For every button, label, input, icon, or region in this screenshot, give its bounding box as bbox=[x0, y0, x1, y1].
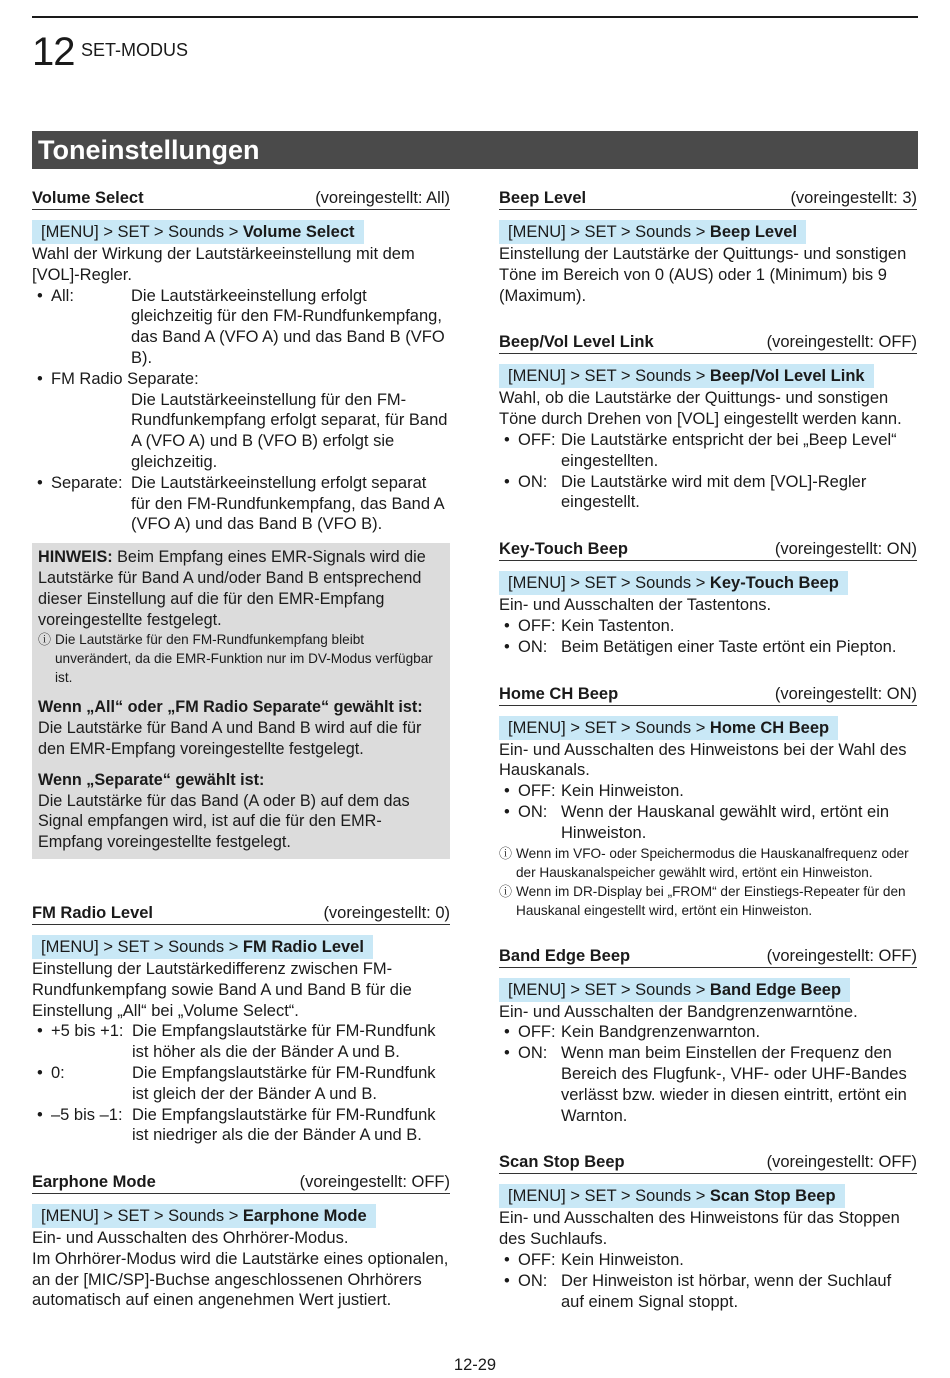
section-header bbox=[499, 684, 917, 706]
option-text: Wenn man beim Einstellen der Frequenz den Bereich des Flugfunk-, VHF- oder UHF-Bandes verlässt bzw. wieder in diesen eintritt, ertönt ein Warnton. bbox=[561, 1044, 907, 1125]
list-item: • All: Die Lautstärkeeinstellung erfolgt gleichzeitig für den FM-Rundfunkempfang, das Band A (VFO A) und das Band B (VFO B). bbox=[32, 286, 450, 369]
note-subtext: Die Lautstärke für Band A und Band B wird auf die für den EMR-Empfang voreingestellte festgelegt. bbox=[38, 719, 422, 758]
option-list bbox=[499, 1022, 917, 1126]
description: Ein- und Ausschalten des Ohrhörer-Modus. bbox=[32, 1229, 349, 1248]
top-rule bbox=[32, 16, 918, 18]
list-item: • OFF: Kein Hinweiston. bbox=[499, 781, 917, 802]
section-header bbox=[499, 1152, 917, 1174]
section-header bbox=[32, 1172, 450, 1194]
option-text: Kein Hinweiston. bbox=[561, 782, 684, 801]
description: Ein- und Ausschalten der Bandgrenzenwarntöne. bbox=[499, 1002, 858, 1021]
description: Ein- und Ausschalten des Hinweistons bei der Wahl des Hauskanals. bbox=[499, 740, 907, 780]
description: Einstellung der Lautstärkedifferenz zwischen FM-Rundfunkempfang sowie Band A und Band B für die Einstellung „All“ bei „Volume Select“. bbox=[32, 959, 412, 1020]
option-text: Kein Tastenton. bbox=[561, 616, 675, 635]
default-value: (voreingestellt: 0) bbox=[323, 903, 450, 922]
section-header bbox=[499, 539, 917, 561]
description: Im Ohrhörer-Modus wird die Lautstärke eines optionalen, an der [MIC/SP]-Buchse angeschlossenen Ohrhörers automatisch auf einen angenehmen Wert justiert. bbox=[32, 1249, 449, 1310]
option-text: Die Lautstärkeeinstellung für den FM-Rundfunkempfang erfolgt separat, für Band A (VFO A) und B (VFO B) erfolgt sie gleichzeitig. bbox=[131, 390, 448, 471]
default-value: (voreingestellt: ON) bbox=[774, 540, 917, 559]
menu-path-target: Band Edge Beep bbox=[709, 980, 842, 999]
list-item: • 0: Die Empfangslautstärke für FM-Rundfunk ist gleich der der Bänder A und B. bbox=[32, 1063, 450, 1105]
option-text: Die Lautstärkeeinstellung erfolgt separat für den FM-Rundfunkempfang, das Band A (VFO A) und das Band B (VFO B). bbox=[131, 473, 444, 534]
info-circle-icon: ⓘ bbox=[499, 883, 513, 899]
menu-path: [MENU] > SET > Sounds > Band Edge Beep bbox=[499, 978, 850, 1002]
section-title: Home CH Beep bbox=[499, 684, 619, 703]
right-column bbox=[499, 188, 917, 1338]
option-text: Die Empfangslautstärke für FM-Rundfunk ist gleich der der Bänder A und B. bbox=[132, 1063, 436, 1103]
option-text: Die Lautstärke entspricht der bei „Beep Level“ eingestellten. bbox=[561, 430, 897, 470]
section-title: Key-Touch Beep bbox=[499, 540, 628, 559]
section-header bbox=[499, 332, 917, 354]
info-circle-icon: ⓘ bbox=[499, 845, 513, 861]
option-label: All: bbox=[51, 286, 74, 305]
section-title: Volume Select bbox=[32, 189, 144, 207]
option-text: Kein Hinweiston. bbox=[561, 1250, 684, 1269]
option-label: OFF: bbox=[518, 616, 556, 635]
option-label: Separate: bbox=[51, 473, 123, 492]
list-item: • OFF: Kein Tastenton. bbox=[499, 616, 917, 637]
scan-stop-beep-section bbox=[499, 1152, 917, 1312]
section-header bbox=[32, 188, 450, 210]
option-list bbox=[499, 430, 917, 513]
info-circle-icon: ⓘ bbox=[38, 632, 52, 648]
info-note: ⓘ Wenn im VFO- oder Speichermodus die Hauskanalfrequenz oder der Hauskanalspeicher gewählt wird, ertönt ein Hinweiston. bbox=[499, 845, 909, 880]
left-column bbox=[32, 188, 450, 1337]
option-list bbox=[32, 1021, 450, 1146]
default-value: (voreingestellt: ON) bbox=[774, 684, 917, 703]
option-list bbox=[499, 1250, 917, 1312]
menu-path-target: Volume Select bbox=[242, 223, 355, 241]
option-label: OFF: bbox=[518, 430, 556, 449]
option-text: Die Lautstärke wird mit dem [VOL]-Regler eingestellt. bbox=[561, 472, 867, 512]
beep-vol-link-section bbox=[499, 332, 917, 513]
section-title: Scan Stop Beep bbox=[499, 1153, 625, 1172]
option-label: ON: bbox=[518, 1044, 548, 1063]
note-subtext: Die Lautstärke für das Band (A oder B) auf dem das Signal empfangen wird, ist auf die für den EMR-Empfang voreingestellte festgelegt. bbox=[38, 791, 410, 852]
option-label: ON: bbox=[518, 637, 548, 656]
list-item-continuation bbox=[32, 390, 450, 473]
key-touch-beep-section bbox=[499, 539, 917, 657]
section-title: Band Edge Beep bbox=[499, 946, 631, 965]
section-header bbox=[499, 188, 917, 210]
list-item: • OFF: Kein Bandgrenzenwarnton. bbox=[499, 1022, 917, 1043]
default-value: (voreingestellt: OFF) bbox=[766, 333, 917, 352]
fm-radio-level-section bbox=[32, 903, 450, 1146]
list-item: • Separate: Die Lautstärkeeinstellung erfolgt separat für den FM-Rundfunkempfang, das Band A (VFO A) und das Band B (VFO B). bbox=[32, 473, 450, 535]
option-list bbox=[499, 781, 917, 843]
earphone-mode-section bbox=[32, 1172, 450, 1311]
option-label: OFF: bbox=[518, 1250, 556, 1269]
menu-path-target: Scan Stop Beep bbox=[709, 1187, 836, 1206]
default-value: (voreingestellt: OFF) bbox=[299, 1173, 450, 1192]
note-subheading: Wenn „All“ oder „FM Radio Separate“ gewählt ist: bbox=[38, 698, 423, 717]
menu-path: [MENU] > SET > Sounds > Earphone Mode bbox=[32, 1204, 376, 1228]
page-number: 12-29 bbox=[453, 1356, 497, 1374]
list-item: • ON: Wenn der Hauskanal gewählt wird, ertönt ein Hinweiston. bbox=[499, 802, 917, 844]
section-title: Earphone Mode bbox=[32, 1173, 156, 1192]
option-list bbox=[499, 616, 917, 658]
menu-path-target: Home CH Beep bbox=[709, 718, 830, 737]
option-label: +5 bis +1: bbox=[51, 1022, 124, 1041]
option-text: Der Hinweiston ist hörbar, wenn der Suchlauf auf einem Signal stoppt. bbox=[561, 1271, 892, 1311]
list-item: • ON: Wenn man beim Einstellen der Frequenz den Bereich des Flugfunk-, VHF- oder UHF-Bandes verlässt bzw. wieder in diesen eintritt, ertönt ein Warnton. bbox=[499, 1043, 917, 1126]
description: Ein- und Ausschalten des Hinweistons für das Stoppen des Suchlaufs. bbox=[499, 1209, 900, 1249]
option-label: FM Radio Separate: bbox=[51, 369, 199, 388]
option-text: Beim Betätigen einer Taste ertönt ein Piepton. bbox=[561, 637, 897, 656]
menu-path: [MENU] > SET > Sounds > Scan Stop Beep bbox=[499, 1184, 845, 1208]
menu-path: [MENU] > SET > Sounds > FM Radio Level bbox=[32, 935, 373, 959]
list-item: • OFF: Die Lautstärke entspricht der bei „Beep Level“ eingestellten. bbox=[499, 430, 917, 472]
menu-path: [MENU] > SET > Sounds > Volume Select bbox=[32, 220, 364, 244]
info-note: ⓘ Wenn im DR-Display bei „FROM“ der Einstiegs-Repeater für den Hauskanal eingestellt wird, ertönt ein Hinweiston. bbox=[499, 883, 906, 918]
list-item: • ON: Der Hinweiston ist hörbar, wenn der Suchlauf auf einem Signal stoppt. bbox=[499, 1271, 917, 1313]
option-label: ON: bbox=[518, 802, 548, 821]
description: Einstellung der Lautstärke der Quittungs- und sonstigen Töne im Bereich von 0 (AUS) oder 1 (Minimum) bis 9 (Maximum). bbox=[499, 245, 907, 305]
description: Ein- und Ausschalten der Tastentons. bbox=[499, 596, 772, 615]
menu-path: [MENU] > SET > Sounds > Beep/Vol Level Link bbox=[499, 364, 874, 388]
menu-path: [MENU] > SET > Sounds > Home CH Beep bbox=[499, 716, 838, 740]
chapter-number: 12 bbox=[32, 30, 75, 74]
list-item: • –5 bis –1: Die Empfangslautstärke für FM-Rundfunk ist niedriger als die der Bänder A und B. bbox=[32, 1105, 450, 1147]
option-label: 0: bbox=[51, 1063, 65, 1082]
option-label: OFF: bbox=[518, 1023, 556, 1042]
list-item: • ON: Die Lautstärke wird mit dem [VOL]-Regler eingestellt. bbox=[499, 472, 917, 514]
description: Wahl, ob die Lautstärke der Quittungs- und sonstigen Töne durch Drehen von [VOL] eingestellt werden kann. bbox=[499, 389, 902, 429]
option-text: Die Empfangslautstärke für FM-Rundfunk ist höher als die der Bänder A und B. bbox=[132, 1022, 436, 1062]
chapter-title: SET-MODUS bbox=[81, 40, 189, 60]
note-box bbox=[32, 543, 450, 859]
menu-path-target: Beep/Vol Level Link bbox=[709, 367, 865, 386]
option-list bbox=[32, 286, 450, 536]
home-ch-beep-section bbox=[499, 684, 917, 920]
option-text: Die Empfangslautstärke für FM-Rundfunk ist niedriger als die der Bänder A und B. bbox=[132, 1105, 436, 1145]
description: Wahl der Wirkung der Lautstärkeeinstellung mit dem [VOL]-Regler. bbox=[32, 245, 415, 284]
option-text: Wenn der Hauskanal gewählt wird, ertönt ein Hinweiston. bbox=[561, 802, 890, 842]
list-item: • +5 bis +1: Die Empfangslautstärke für FM-Rundfunk ist höher als die der Bänder A und B. bbox=[32, 1021, 450, 1063]
list-item: • ON: Beim Betätigen einer Taste ertönt ein Piepton. bbox=[499, 637, 917, 658]
menu-path-target: Earphone Mode bbox=[242, 1207, 367, 1226]
section-header bbox=[32, 903, 450, 925]
option-text: Die Lautstärkeeinstellung erfolgt gleichzeitig für den FM-Rundfunkempfang, das Band A (VFO A) und das Band B (VFO B). bbox=[131, 286, 445, 367]
menu-path-target: FM Radio Level bbox=[242, 937, 364, 956]
note-subheading: Wenn „Separate“ gewählt ist: bbox=[38, 770, 265, 789]
band-edge-beep-section bbox=[499, 946, 917, 1127]
section-banner: Toneinstellungen bbox=[32, 131, 918, 169]
menu-path: [MENU] > SET > Sounds > Beep Level bbox=[499, 220, 806, 244]
default-value: (voreingestellt: All) bbox=[315, 189, 450, 207]
note-text: HINWEIS: Beim Empfang eines EMR-Signals wird die Lautstärke für Band A und/oder Band B entsprechend dieser Einstellung auf die für den EMR-Empfang voreingestellte festgelegt. bbox=[38, 548, 426, 629]
info-note: ⓘ Die Lautstärke für den FM-Rundfunkempfang bleibt unverändert, da die EMR-Funktion nur im DV-Modus verfügbar ist. bbox=[38, 632, 433, 686]
volume-select-section bbox=[32, 188, 450, 859]
menu-path-target: Beep Level bbox=[709, 223, 798, 241]
menu-path: [MENU] > SET > Sounds > Key-Touch Beep bbox=[499, 571, 848, 595]
menu-path-target: Key-Touch Beep bbox=[709, 574, 839, 593]
option-label: OFF: bbox=[518, 782, 556, 801]
option-text: Kein Bandgrenzenwarnton. bbox=[561, 1023, 761, 1042]
beep-level-section bbox=[499, 188, 917, 306]
list-item: • OFF: Kein Hinweiston. bbox=[499, 1250, 917, 1271]
default-value: (voreingestellt: OFF) bbox=[766, 1153, 917, 1172]
list-item: • FM Radio Separate: bbox=[32, 369, 450, 390]
option-label: ON: bbox=[518, 472, 548, 491]
default-value: (voreingestellt: OFF) bbox=[766, 946, 917, 965]
section-title: Beep Level bbox=[499, 189, 587, 207]
option-label: –5 bis –1: bbox=[51, 1105, 123, 1124]
note-label: HINWEIS: bbox=[38, 548, 113, 567]
section-header bbox=[499, 946, 917, 968]
section-title: FM Radio Level bbox=[32, 903, 154, 922]
default-value: (voreingestellt: 3) bbox=[790, 189, 917, 207]
section-title: Beep/Vol Level Link bbox=[499, 333, 654, 352]
option-label: ON: bbox=[518, 1271, 548, 1290]
